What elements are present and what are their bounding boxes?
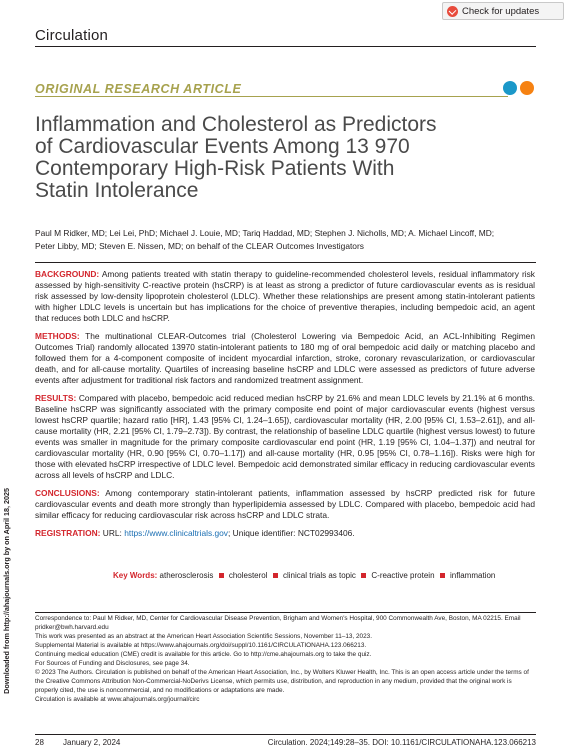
abstract xyxy=(35,269,535,546)
author-line: Paul M Ridker, MD; Lei Lei, PhD; Michael J. Louie, MD; Tariq Haddad, MD; Stephen J. Nicholls, MD; A. Michael Lincoff, MD; xyxy=(35,228,495,238)
article-title xyxy=(35,114,455,202)
page-footer-rule xyxy=(35,734,536,735)
keywords-label: Key Words: xyxy=(113,571,158,580)
background-text: Among patients treated with statin therapy to guideline-recommended cholesterol levels, residual inflammatory risk assessed by high-sensitivity C-reactive protein (hsCRP) is at least as strong a predictor of future cardiovascular events as is residual risk assessed by low-density lipoprotein cholesterol (LDLC). Whether these relationships are present among statin-intolerant patients with higher LDLC levels is uncertain but has implications for the choice of preventive therapies, including bempedoic acid, an agent that reduces both LDLC and hsCRP. xyxy=(35,269,535,323)
footnote-funding: For Sources of Funding and Disclosures, see page 34. xyxy=(35,660,190,667)
author-line: Peter Libby, MD; Steven E. Nissen, MD; on behalf of the CLEAR Outcomes Investigators xyxy=(35,240,364,251)
methods-text: The multinational CLEAR-Outcomes trial (Cholesterol Lowering via Bempedoic Acid, an ACL-Inhibiting Regimen Outcomes Trial) randomly allocated 13970 statin-intolerant patients to 180 mg of oral bempedoic acid daily or matching placebo and followed them for a 4-component composite of incident myocardial infarction, stroke, coronary revascularization, or cardiovascular death, and for all-cause mortality. Quartiles of increasing baseline hsCRP and LDLC were assessed as predictors of future adverse events after adjustment for traditional risk factors and randomized treatment assignment. xyxy=(35,331,535,385)
title-line: Inflammation and Cholesterol as Predictors xyxy=(35,113,437,136)
keyword: clinical trials as topic xyxy=(282,571,356,580)
footnote-correspondence: Correspondence to: Paul M Ridker, MD, Center for Cardiovascular Disease Prevention, Brigham and Women's Hospital, 900 Commonwealth Ave, Boston, MA 02215. Email pridker@bwh.harvard.edu xyxy=(35,615,521,631)
footnote-supplemental: Supplemental Material is available at https://www.ahajournals.org/doi/suppl/10.1161/CIRCULATIONAHA.123.066213. xyxy=(35,642,367,649)
keyword: cholesterol xyxy=(228,571,268,580)
registration-suffix: ; Unique identifier: NCT02993406. xyxy=(228,528,355,538)
footnote-availability: Circulation is available at www.ahajournals.org/journal/circ xyxy=(35,696,200,703)
issue-date: January 2, 2024 xyxy=(63,738,121,747)
title-line: of Cardiovascular Events Among 13 970 xyxy=(35,135,410,158)
abstract-methods xyxy=(35,331,535,386)
abstract-rule xyxy=(35,262,536,263)
abstract-conclusions xyxy=(35,488,535,521)
page-footer xyxy=(35,738,536,747)
abstract-results xyxy=(35,393,535,481)
open-access-icon xyxy=(520,81,534,95)
check-for-updates-button[interactable] xyxy=(442,2,564,20)
bullet-square-icon xyxy=(273,573,278,578)
conclusions-label: CONCLUSIONS: xyxy=(35,488,100,498)
abstract-registration xyxy=(35,528,535,539)
page-number: 28 xyxy=(35,738,44,747)
journal-name: Circulation xyxy=(35,27,109,44)
check-updates-label: Check for updates xyxy=(462,5,540,17)
check-updates-icon xyxy=(447,6,458,17)
citation: Circulation. 2024;149:28–35. DOI: 10.1161/CIRCULATIONAHA.123.066213 xyxy=(267,738,536,747)
bullet-square-icon xyxy=(219,573,224,578)
conclusions-text: Among contemporary statin-intolerant patients, inflammation assessed by hsCRP predicted risk for future cardiovascular events and death more strongly than hyperlipidemia assessed by LDLC. Compared with placebo, bempedoic acid had similar efficacy for reducing cardiovascular risk across hsCRP and LDLC strata. xyxy=(35,488,535,520)
registration-link[interactable]: https://www.clinicaltrials.gov xyxy=(124,528,228,538)
bullet-square-icon xyxy=(440,573,445,578)
results-label: RESULTS: xyxy=(35,393,77,403)
keyword: inflammation xyxy=(449,571,496,580)
footnote-rule xyxy=(35,612,536,613)
journal-rule xyxy=(35,46,536,47)
title-line: Contemporary High-Risk Patients With xyxy=(35,157,395,180)
download-watermark: Downloaded from http://ahajournals.org by on April 18, 2025 xyxy=(2,488,11,694)
article-badges xyxy=(503,81,534,95)
keyword: C-reactive protein xyxy=(371,571,435,580)
cme-badge-icon xyxy=(503,81,517,95)
footnotes xyxy=(35,614,535,704)
keywords xyxy=(113,571,495,580)
article-type-rule xyxy=(35,96,508,97)
keyword: atherosclerosis xyxy=(159,571,214,580)
abstract-background xyxy=(35,269,535,324)
bullet-square-icon xyxy=(361,573,366,578)
article-type: ORIGINAL RESEARCH ARTICLE xyxy=(35,82,242,96)
footnote-cme: Continuing medical education (CME) credit is available for this article. Go to http://cme.ahajournals.org to take the quiz. xyxy=(35,651,372,658)
footnote-presented: This work was presented as an abstract at the American Heart Association Scientific Sessions, November 11–13, 2023. xyxy=(35,633,372,640)
footnote-copyright: © 2023 The Authors. Circulation is published on behalf of the American Heart Association, Inc., by Wolters Kluwer Health, Inc. This is an open access article under the terms of the Creative Commons Attribution Non-Commercial-NoDerivs License, which permits use, distribution, and reproduction in any medium, provided that the original work is properly cited, the use is noncommercial, and no modifications or adaptations are made. xyxy=(35,669,529,694)
author-list xyxy=(35,227,535,252)
results-text: Compared with placebo, bempedoic acid reduced median hsCRP by 21.6% and mean LDLC levels by 21.1% at 6 months. Baseline hsCRP was significantly associated with the primary composite end point of major cardiovascular events (highest versus lowest hsCRP quartile; hazard ratio [HR], 1.43 [95% CI, 1.24–1.65]), cardiovascular mortality (HR, 2.00 [95% CI, 1.53–2.61]), and all-cause mortality (HR, 2.21 [95% CI, 1.79–2.73]). By contrast, the relationship of baseline LDLC quartile (highest versus lowest) to future events was smaller in magnitude for the primary composite cardiovascular end point (HR, 1.19 [95% CI, 1.04–1.37]) and neutral for cardiovascular mortality (HR, 0.90 [95% CI, 0.70–1.17]) and all-cause mortality (HR, 0.95 [95% CI, 0.78–1.16]). Risks were high for those with elevated hsCRP irrespective of LDLC level. Bempedoic acid demonstrated similar efficacy in reducing cardiovascular events across all levels of hsCRP and LDLC. xyxy=(35,393,535,480)
methods-label: METHODS: xyxy=(35,331,80,341)
background-label: BACKGROUND: xyxy=(35,269,100,279)
registration-label: REGISTRATION: xyxy=(35,528,101,538)
registration-prefix: URL: xyxy=(102,528,122,538)
title-line: Statin Intolerance xyxy=(35,179,199,202)
